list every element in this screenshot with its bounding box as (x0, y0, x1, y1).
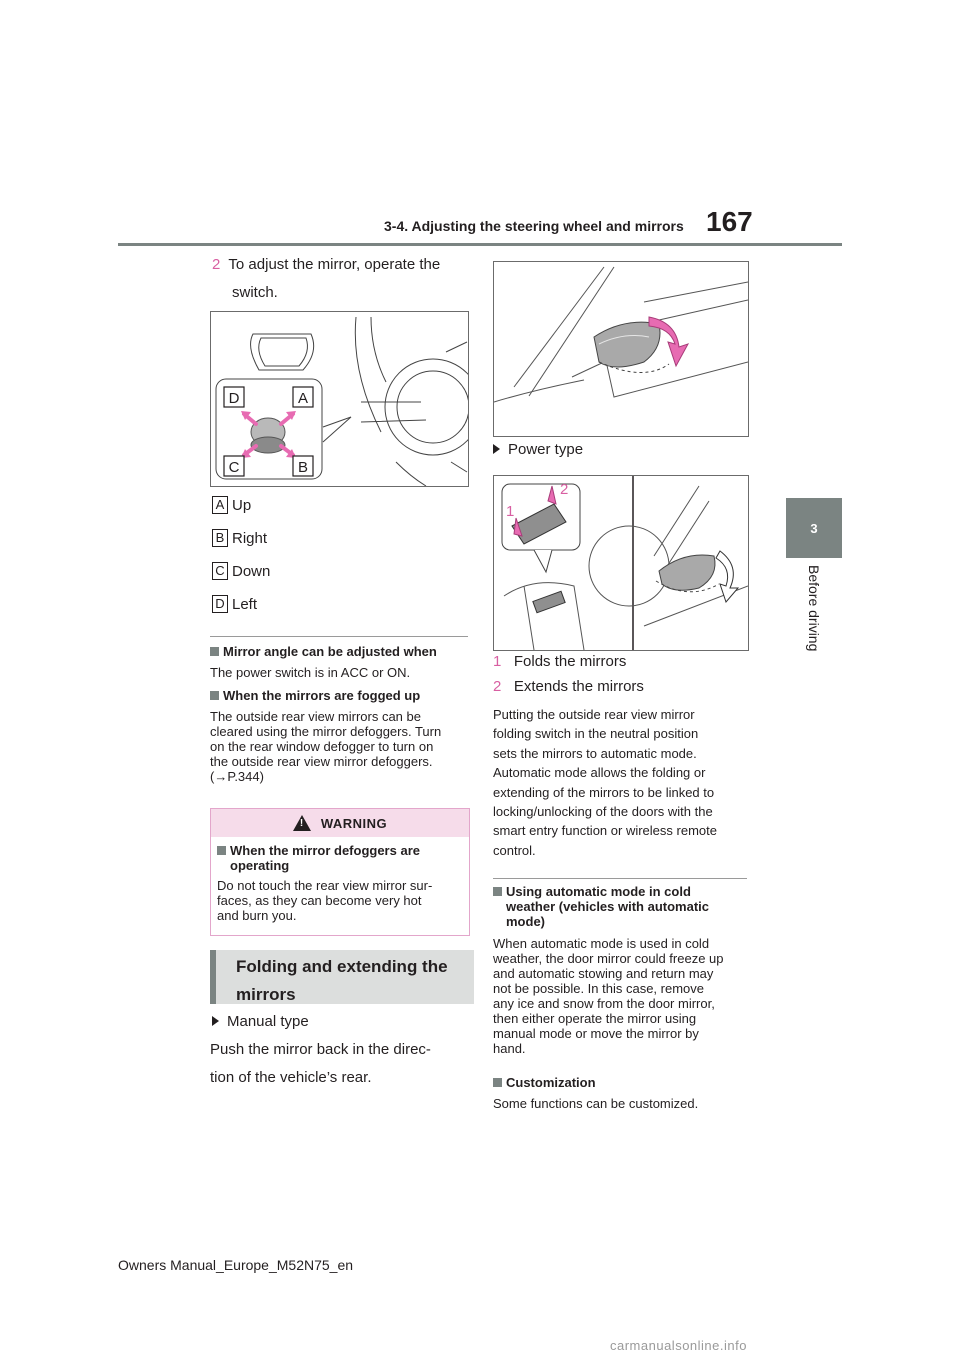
warning-title-2: operating (230, 858, 290, 873)
note-customization: Customization Some functions can be customized. (493, 1075, 699, 1111)
warning-line: faces, as they can become very hot (217, 893, 422, 908)
step-text-1: To adjust the mirror, operate the (228, 256, 441, 273)
automatic-mode-text: Putting the outside rear view mirror folding switch in the neutral position sets the mirrors to automatic mode. Automatic mode allows the folding or extending of the mirrors to be linked to locking/unlocking of the doors with the smart entry function or wireless remote control. (493, 707, 717, 858)
fig-key-c: C (228, 459, 240, 476)
chapter-tab (786, 498, 842, 558)
fold-item-2: 2 Extends the mirrors (493, 678, 644, 695)
note-line: cleared using the mirror defoggers. Turn (210, 724, 442, 739)
warning-title-1: When the mirror defoggers are (230, 843, 420, 858)
footer-text: Owners Manual_Europe_M52N75_en (118, 1257, 354, 1273)
chapter-number: 3 (810, 520, 818, 536)
note-line: the outside rear view mirror defoggers. (210, 754, 433, 769)
note-mirror-angle (210, 644, 472, 680)
note-title: Mirror angle can be adjusted when (223, 644, 437, 659)
heading-line-2: mirrors (236, 985, 296, 1004)
watermark: carmanualsonline.info (610, 1338, 747, 1353)
note-line: on the rear window defogger to turn on (210, 739, 434, 754)
page-number: 167 (706, 206, 753, 237)
warning-icon: ! (293, 815, 311, 831)
legend-item-c: C Down (212, 560, 270, 582)
legend-item-a: A Up (212, 494, 270, 516)
heading-line-1: Folding and extending the (236, 957, 448, 976)
warning-line: Do not touch the rear view mirror sur- (217, 878, 433, 893)
power-fold-figure (493, 475, 749, 651)
arrow-icon (493, 444, 500, 454)
warning-box (210, 808, 470, 936)
note-title: When the mirrors are fogged up (223, 688, 421, 703)
mirror-switch-figure (210, 311, 469, 487)
fig-key-d: D (228, 390, 240, 407)
manual-fold-figure (493, 261, 749, 437)
power-type-label: Power type (493, 436, 583, 464)
warning-line: and burn you. (217, 908, 297, 923)
divider (493, 878, 747, 879)
power-fold-illustration (494, 476, 748, 650)
fig-key-b: B (297, 459, 309, 476)
note-body: The power switch is in ACC or ON. (210, 665, 411, 680)
fig-num-2: 2 (560, 481, 569, 498)
manual-type-label: Manual type (212, 1008, 309, 1036)
note-fogged (210, 688, 472, 784)
fig-key-a: A (297, 390, 309, 407)
section-title: 3-4. Adjusting the steering wheel and mirrors (384, 218, 684, 234)
step-2 (212, 251, 472, 307)
fold-item-1: 1 Folds the mirrors (493, 653, 627, 670)
note-cold-weather: Using automatic mode in cold weather (vehicles with automatic mode) When automatic mode is used in cold weather, the door mirror could freeze up and automatic stowing and return may not be possible. In this case, remove any ice and snow from the door mirror, then either operate the mirror using manual mode or move the mirror by hand. (493, 884, 724, 1056)
fig-num-1: 1 (506, 503, 515, 520)
direction-legend (212, 494, 270, 615)
note-line: The outside rear view mirrors can be (210, 709, 421, 724)
section-heading (210, 950, 474, 1004)
divider (210, 636, 468, 637)
chapter-title: Before driving (806, 565, 822, 652)
header-rule (118, 243, 842, 246)
manual-text: Push the mirror back in the direc- tion of the vehicle’s rear. (210, 1041, 431, 1086)
note-line: (→P.344) (210, 769, 264, 784)
fold-legend (493, 650, 644, 699)
manual-fold-illustration (494, 262, 748, 436)
legend-item-d: D Left (212, 593, 270, 615)
chapter-side-label (786, 565, 842, 685)
warning-label: WARNING (320, 815, 388, 831)
warning-header (211, 809, 469, 837)
arrow-icon (212, 1016, 219, 1026)
legend-item-b: B Right (212, 527, 270, 549)
step-text-2: switch. (232, 284, 278, 301)
mirror-switch-illustration (211, 312, 468, 486)
step-number: 2 (212, 256, 221, 273)
